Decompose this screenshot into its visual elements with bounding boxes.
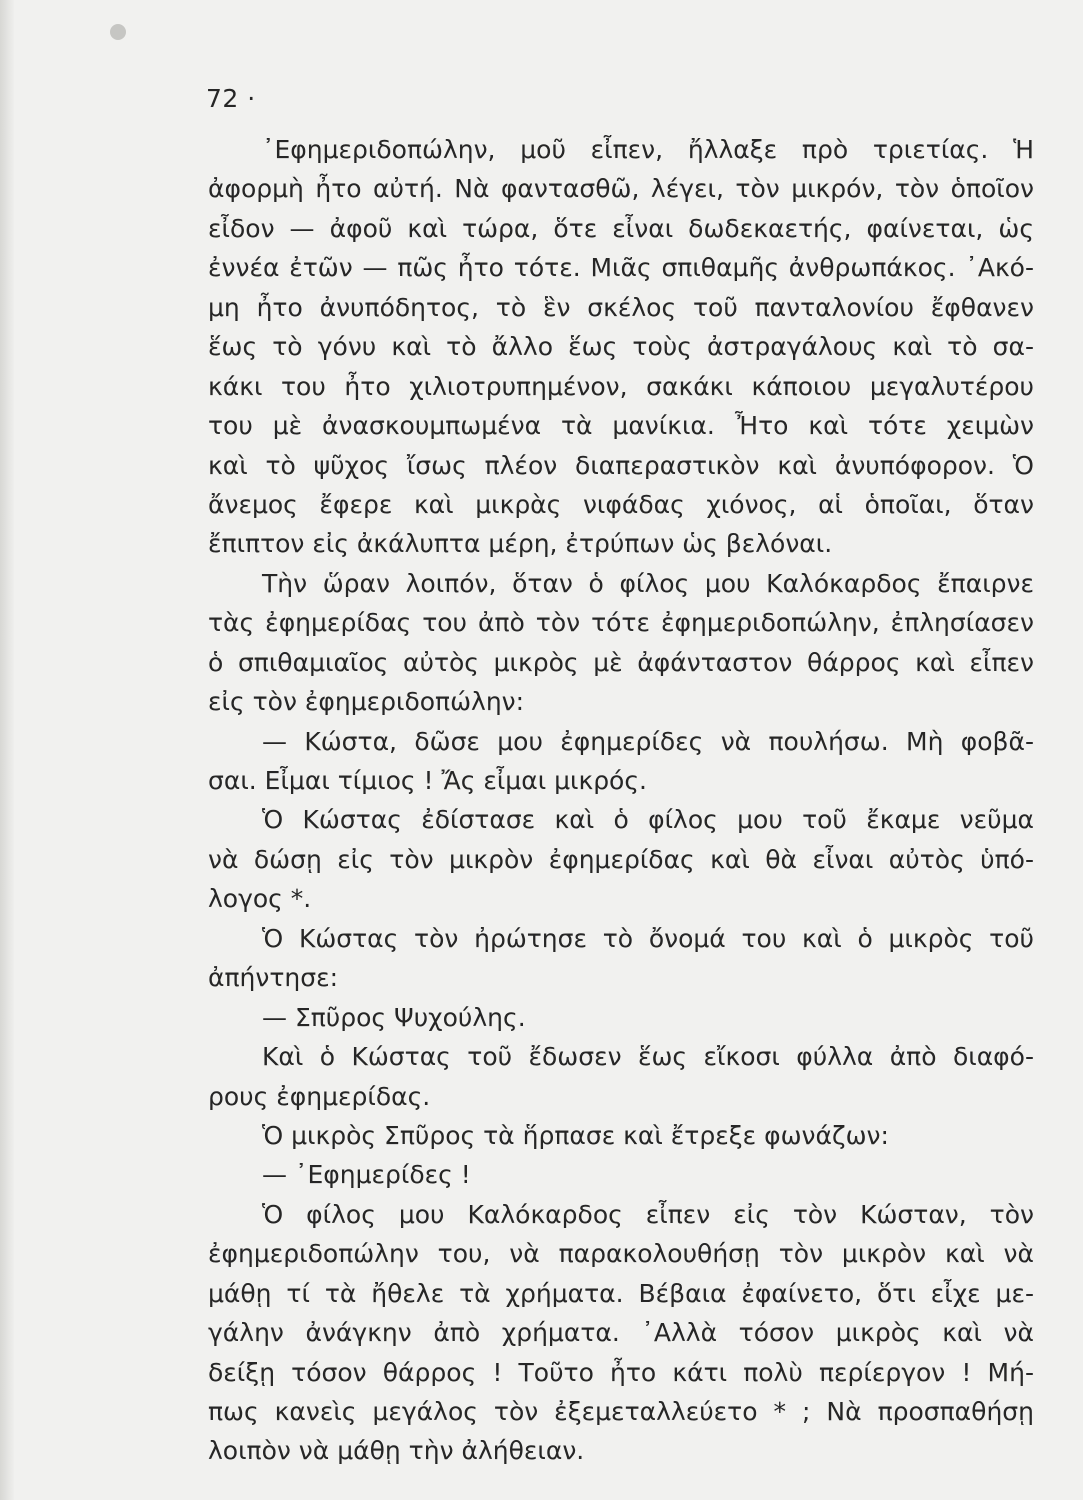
text-line: Ὁ Κώστας ἐδίστασε καὶ ὁ φίλος μου τοῦ ἔκαμε νεῦμα (262, 805, 1034, 835)
text-line: πως κανεὶς μεγάλος τὸν ἐξεμεταλλεύετο * ; Νὰ προσπαθήσῃ (208, 1397, 1034, 1426)
text-line: δείξῃ τόσον θάρρος ! Τοῦτο ἦτο κάτι πολὺ περίεργον ! Μή- (208, 1357, 1034, 1387)
text-line: μη ἦτο ἀνυπόδητος, τὸ ἓν σκέλος τοῦ πανταλονίου ἔφθανεν (208, 292, 1034, 322)
text-line: ἀφορμὴ ἦτο αὐτή. Νὰ φαντασθῶ, λέγει, τὸν μικρόν, τὸν ὁποῖον (208, 174, 1034, 204)
text-line: Ὁ μικρὸς Σπῦρος τὰ ἥρπασε καὶ ἔτρεξε φωνάζων: (262, 1120, 889, 1150)
text-line: — Κώστα, δῶσε μου ἐφημερίδες νὰ πουλήσω. Μὴ φοβᾶ- (262, 726, 1034, 756)
text-line: νὰ δώσῃ εἰς τὸν μικρὸν ἐφημερίδας καὶ θὰ εἶναι αὐτὸς ὑπό- (208, 844, 1034, 874)
page-number: 72 · (206, 84, 256, 113)
text-line: ἐφημεριδοπώλην του, νὰ παρακολουθήσῃ τὸν μικρὸν καὶ νὰ (208, 1239, 1034, 1269)
text-line: ἀπήντησε: (208, 963, 339, 993)
text-line: καὶ τὸ ψῦχος ἴσως πλέον διαπεραστικὸν καὶ ἀνυπόφορον. Ὁ (208, 450, 1034, 480)
text-line: κάκι του ἦτο χιλιοτρυπημένον, σακάκι κάποιου μεγαλυτέρου (208, 371, 1034, 401)
text-line: ἕως τὸ γόνυ καὶ τὸ ἄλλο ἕως τοὺς ἀστραγάλους καὶ τὸ σα- (208, 332, 1034, 362)
text-line: Ὁ φίλος μου Καλόκαρδος εἶπεν εἰς τὸν Κώσταν, τὸν (262, 1199, 1034, 1229)
text-line: ρους ἐφημερίδας. (208, 1081, 431, 1111)
text-line: Τὴν ὥραν λοιπόν, ὅταν ὁ φίλος μου Καλόκαρδος ἔπαιρνε (262, 568, 1034, 598)
text-line: σαι. Εἶμαι τίμιος ! Ἄς εἶμαι μικρός. (208, 766, 647, 795)
binding-edge (0, 0, 14, 1500)
text-line: τὰς ἐφημερίδας του ἀπὸ τὸν τότε ἐφημεριδοπώλην, ἐπλησίασεν (208, 608, 1034, 638)
text-line: ἔπιπτον εἰς ἀκάλυπτα μέρη, ἐτρύπων ὡς βελόναι. (208, 529, 833, 559)
text-line: — ᾿Εφημερίδες ! (262, 1160, 471, 1190)
text-line: μάθῃ τί τὰ ἤθελε τὰ χρήματα. Βέβαια ἐφαίνετο, ὅτι εἶχε με- (208, 1278, 1034, 1308)
text-line: ἐννέα ἐτῶν — πῶς ἦτο τότε. Μιᾶς σπιθαμῆς ἀνθρωπάκος. ᾿Ακό- (208, 253, 1034, 283)
text-line: λογος *. (208, 884, 312, 914)
text-line: Ὁ Κώστας τὸν ἠρώτησε τὸ ὄνομά του καὶ ὁ μικρὸς τοῦ (262, 923, 1034, 953)
text-line: του μὲ ἀνασκουμπωμένα τὰ μανίκια. Ἦτο καὶ τότε χειμὼν (208, 411, 1034, 441)
text-line: ἄνεμος ἔφερε καὶ μικρὰς νιφάδας χιόνος, αἱ ὁποῖαι, ὅταν (208, 489, 1034, 519)
text-line: εἶδον — ἀφοῦ καὶ τώρα, ὅτε εἶναι δωδεκαετής, φαίνεται, ὡς (208, 213, 1034, 243)
text-line: ᾿Εφημεριδοπώλην, μοῦ εἶπεν, ἤλλαξε πρὸ τριετίας. Ἡ (262, 135, 1034, 164)
text-line: λοιπὸν νὰ μάθῃ τὴν ἀλήθειαν. (208, 1436, 585, 1466)
text-line: γάλην ἀνάγκην ἀπὸ χρήματα. ᾿Αλλὰ τόσον μικρὸς καὶ νὰ (208, 1318, 1034, 1348)
text-line: ὁ σπιθαμιαῖος αὐτὸς μικρὸς μὲ ἀφάνταστον θάρρος καὶ εἶπεν (208, 647, 1034, 677)
paper-speck (110, 24, 126, 40)
text-line: — Σπῦρος Ψυχούλης. (262, 1002, 526, 1032)
body-text (208, 130, 1034, 1471)
text-line: εἰς τὸν ἐφημεριδοπώλην: (208, 687, 525, 717)
text-line: Καὶ ὁ Κώστας τοῦ ἔδωσεν ἕως εἴκοσι φύλλα ἀπὸ διαφό- (262, 1042, 1034, 1072)
